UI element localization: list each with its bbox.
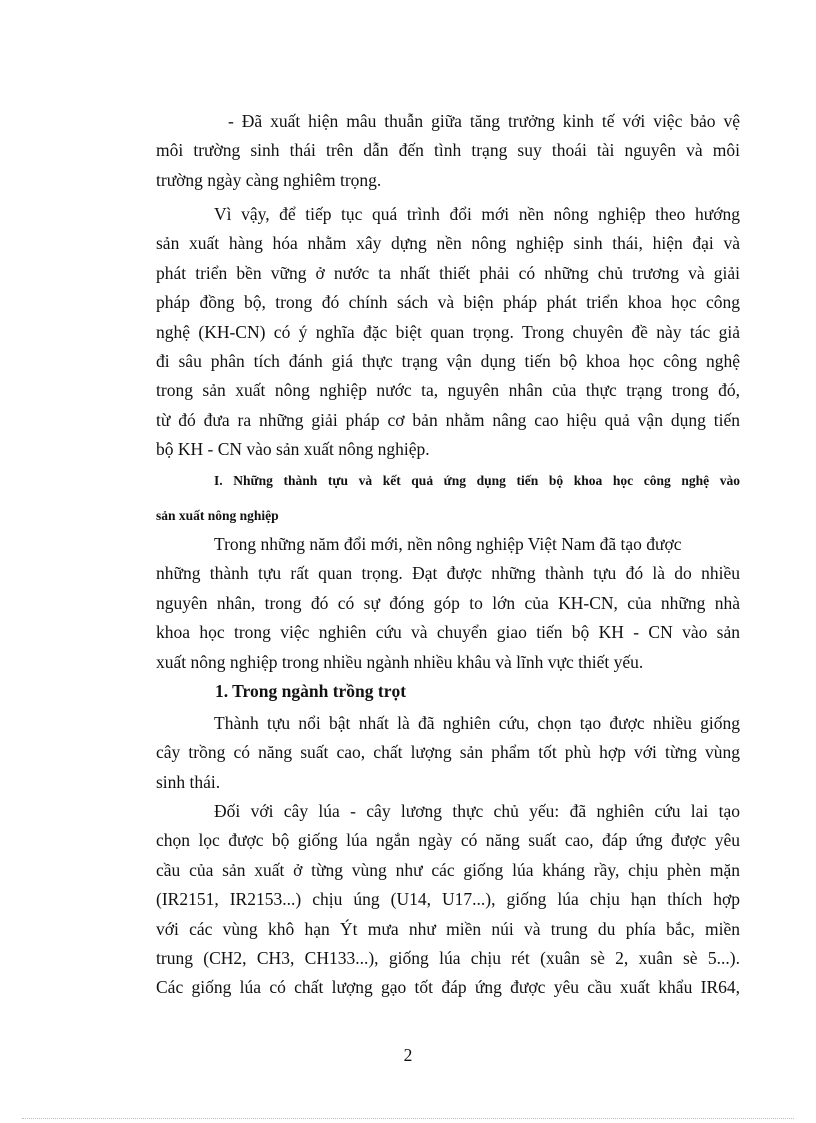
text-line: xuất nông nghiệp trong nhiều ngành nhiều khâu và lĩnh vực thiết yếu. — [156, 651, 644, 672]
text-line: Vì vậy, để tiếp tục quá trình đổi mới nền nông nghiệp theo hướng — [214, 204, 740, 224]
text-line: khoa học trong việc nghiên cứu và chuyển giao tiến bộ KH - CN vào sản — [156, 622, 740, 643]
text-line: môi trường sinh thái trên dẫn đến tình trạng suy thoái tài nguyên và môi — [156, 140, 740, 161]
heading-line: I. Những thành tựu và kết quả ứng dụng tiến bộ khoa học công nghệ vào — [214, 473, 740, 488]
text-line: từ đó đưa ra những giải pháp cơ bản nhằm nâng cao hiệu quả vận dụng tiến — [156, 409, 740, 430]
text-line: cầu của sản xuất ở từng vùng như các giống lúa kháng rầy, chịu phèn mặn — [156, 859, 740, 880]
text-line: chọn lọc được bộ giống lúa ngắn ngày có năng suất cao, đáp ứng được yêu — [156, 830, 740, 851]
text-line: trường ngày càng nghiêm trọng. — [156, 169, 382, 190]
text-line: Đối với cây lúa - cây lương thực chủ yếu: đã nghiên cứu lai tạo — [214, 801, 740, 821]
text-line: sinh thái. — [156, 771, 221, 792]
text-line: phát triển bền vững ở nước ta nhất thiết phải có những chủ trương và giải — [156, 262, 740, 283]
text-line: trong sản xuất nông nghiệp nước ta, nguyên nhân của thực trạng trong đó, — [156, 380, 740, 401]
section-heading — [156, 466, 740, 530]
text-line: Các giống lúa có chất lượng gạo tốt đáp ứng được yêu cầu xuất khẩu IR64, — [156, 977, 740, 998]
page-number: 2 — [403, 1045, 413, 1065]
text-line: Thành tựu nổi bật nhất là đã nghiên cứu, chọn tạo được nhiều giống — [214, 713, 740, 733]
text-line: (IR2151, IR2153...) chịu úng (U14, U17...), giống lúa chịu hạn thích hợp — [156, 889, 740, 910]
text-line: những thành tựu rất quan trọng. Đạt được những thành tựu đó là do nhiều — [156, 563, 740, 584]
text-line: với các vùng khô hạn Ýt mưa như miền núi và trung du phía bắc, miền — [156, 918, 740, 939]
text-line: cây trồng có năng suất cao, chất lượng sản phẩm tốt phù hợp với từng vùng — [156, 742, 740, 763]
text-line: nghệ (KH-CN) có ý nghĩa đặc biệt quan trọng. Trong chuyên đề này tác giả — [156, 321, 740, 342]
text-line: bộ KH - CN vào sản xuất nông nghiệp. — [156, 439, 430, 460]
text-line: sản xuất hàng hóa nhằm xây dựng nền nông nghiệp sinh thái, hiện đại và — [156, 233, 740, 254]
text-line: đi sâu phân tích đánh giá thực trạng vận dụng tiến bộ khoa học công nghệ — [156, 350, 740, 371]
text-line: pháp đồng bộ, trong đó chính sách và biện pháp phát triển khoa học công — [156, 292, 740, 313]
text-line: Trong những năm đổi mới, nền nông nghiệp Việt Nam đã tạo được — [214, 534, 682, 554]
subheading-crop-sector: 1. Trong ngành trồng trọt — [215, 681, 407, 701]
paragraph-achievements — [156, 530, 740, 677]
paragraph-rice-varieties — [156, 797, 740, 1003]
paragraph-introduction — [156, 200, 740, 465]
heading-line: sản xuất nông nghiệp — [156, 508, 279, 523]
page-bottom-divider — [22, 1118, 794, 1119]
paragraph-crop-achievements — [156, 709, 740, 797]
text-line: - Đã xuất hiện mâu thuẫn giữa tăng trưởng kinh tế với việc bảo vệ — [228, 111, 740, 131]
text-line: trung (CH2, CH3, CH133...), giống lúa chịu rét (xuân sè 2, xuân sè 5...). — [156, 947, 740, 968]
paragraph-environment — [156, 107, 740, 195]
text-line: nguyên nhân, trong đó có sự đóng góp to lớn của KH-CN, của những nhà — [156, 592, 740, 613]
